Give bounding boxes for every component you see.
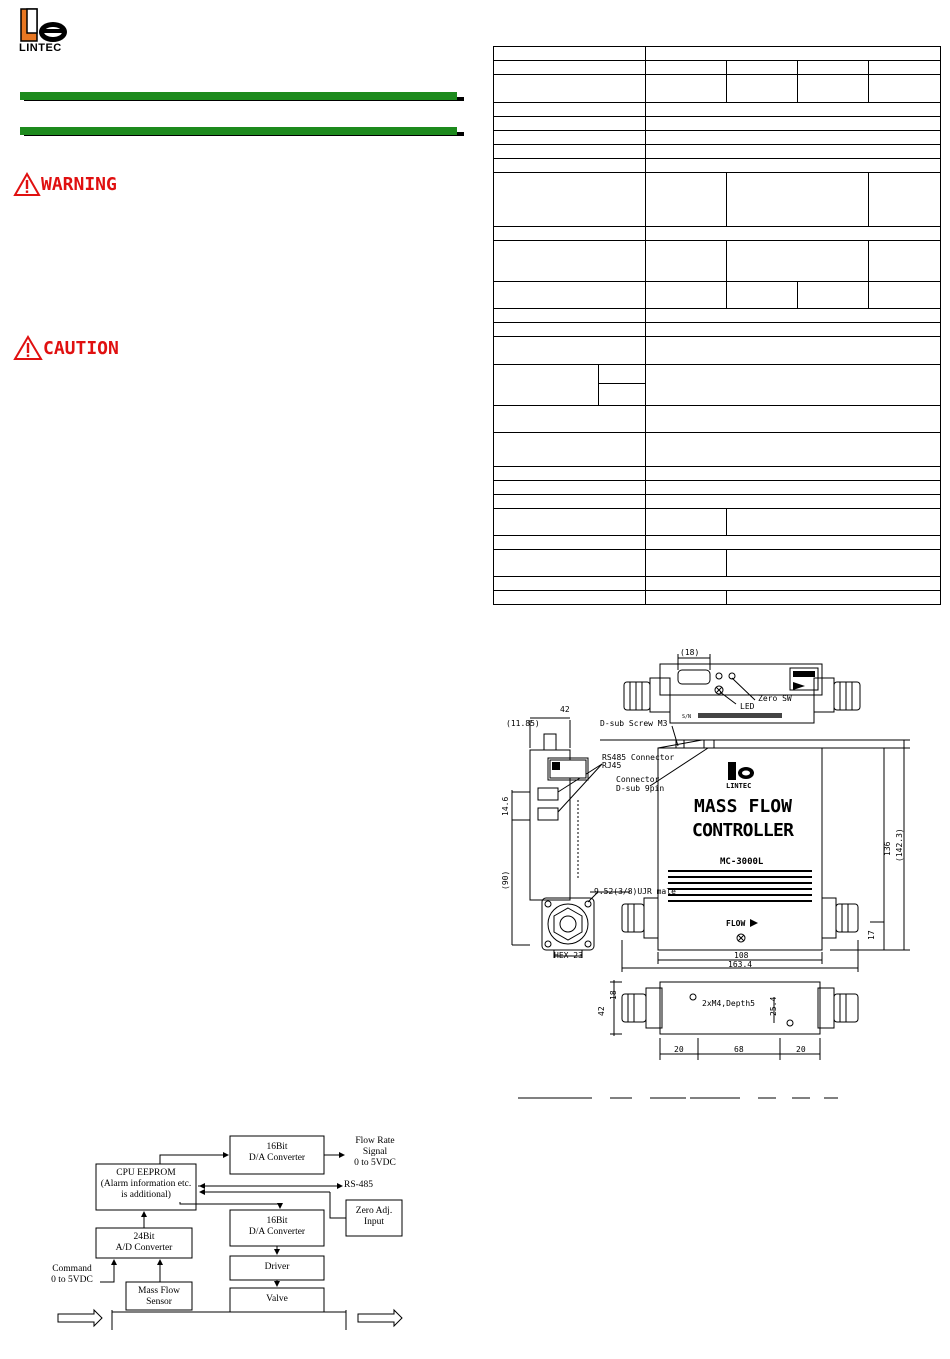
rs485-label: RS-485 [344, 1180, 374, 1190]
table-row [494, 309, 941, 323]
flow-label: FLOW [726, 919, 746, 928]
table-row [494, 481, 941, 495]
table-row [494, 131, 941, 145]
zero-sw-label: Zero SW [758, 694, 792, 703]
caution-triangle-icon [13, 335, 43, 361]
table-row [494, 103, 941, 117]
table-row [494, 145, 941, 159]
flow-rate-signal-label [342, 1136, 408, 1169]
dim-90: (90) [501, 870, 510, 890]
da-top-line1: 16Bit [266, 1142, 288, 1152]
warning-heading [13, 172, 117, 197]
table-row [494, 159, 941, 173]
command-label [40, 1264, 104, 1286]
rj45-label: RJ45 [602, 761, 622, 770]
heading-bar-2 [20, 127, 457, 135]
command-line2: 0 to 5VDC [51, 1275, 93, 1285]
table-row [494, 406, 941, 433]
table-row [494, 536, 941, 550]
table-row [494, 117, 941, 131]
da-converter-mid-block [230, 1216, 324, 1238]
cpu-line2: (Alarm information etc. [100, 1179, 192, 1189]
table-row [494, 241, 941, 282]
dim-1185: (11.85) [506, 719, 540, 728]
da-mid-line1: 16Bit [266, 1216, 288, 1226]
flow-signal-line1: Flow Rate [355, 1136, 395, 1146]
product-line-1: MASS FLOW [694, 796, 792, 817]
sensor-line2: Sensor [146, 1297, 172, 1307]
mass-flow-sensor-block [126, 1286, 192, 1308]
table-row [494, 467, 941, 481]
command-line1: Command [52, 1264, 92, 1274]
warning-label: WARNING [41, 174, 117, 195]
flow-arrow-icon [750, 919, 758, 927]
table-row [494, 282, 941, 309]
valve-block: Valve [266, 1294, 288, 1304]
dim-42-left: 42 [597, 1006, 606, 1016]
dim-1634: 163.4 [728, 960, 753, 969]
dim-17: 17 [867, 930, 876, 940]
hex-label: HEX-23 [554, 951, 583, 960]
table-row [494, 577, 941, 591]
led-label: LED [740, 702, 755, 711]
zero-line2: Input [363, 1217, 385, 1227]
dsub-9pin-label: D-sub 9pin [616, 784, 665, 793]
dim-1423: (142.3) [895, 828, 904, 862]
flow-signal-line2: Signal [362, 1147, 388, 1157]
flow-signal-line3: 0 to 5VDC [354, 1158, 396, 1168]
table-row [494, 61, 941, 75]
dim-68: 68 [734, 1045, 744, 1054]
dim-20-a: 20 [674, 1045, 684, 1054]
ad-line1: 24Bit [133, 1232, 155, 1242]
cpu-line3: is additional) [121, 1190, 171, 1200]
dim-254: 25.4 [769, 996, 778, 1016]
dsub-screw-label: D-sub Screw M3 [600, 719, 668, 728]
ad-converter-block [96, 1232, 192, 1254]
product-logo-text: LINTEC [726, 782, 752, 790]
table-row [494, 365, 941, 384]
product-line-2: CONTROLLER [692, 820, 794, 841]
table-row [494, 509, 941, 536]
product-logo-mark [728, 762, 754, 780]
zero-adj-input-block [346, 1206, 402, 1228]
table-row [494, 495, 941, 509]
dim-146: 14.6 [501, 796, 510, 816]
dim-18-left: 18 [609, 990, 618, 1000]
table-row [494, 433, 941, 467]
block-diagram [40, 1130, 410, 1330]
model-label: MC-3000L [720, 857, 764, 867]
table-row [494, 75, 941, 103]
table-row [494, 337, 941, 365]
caution-heading [13, 335, 119, 361]
mount-holes-label: 2xM4,Depth5 [702, 999, 755, 1008]
cpu-line1: CPU EEPROM [116, 1168, 176, 1178]
table-row [494, 323, 941, 337]
bottom-view-body [660, 982, 820, 1034]
dim-20-b: 20 [796, 1045, 806, 1054]
da-mid-line2: D/A Converter [248, 1227, 306, 1237]
table-row [494, 591, 941, 605]
da-converter-top-block [230, 1142, 324, 1164]
dim-18: (18) [680, 648, 700, 657]
rs485-connector-label: RS485 Connector [602, 753, 675, 762]
connector-label: Connector [616, 775, 660, 784]
driver-block: Driver [264, 1262, 290, 1272]
ad-line2: A/D Converter [115, 1243, 173, 1253]
warning-triangle-icon [13, 172, 41, 197]
sn-label-top: S/N [682, 714, 692, 720]
heading-bar-1 [20, 92, 457, 100]
dim-136: 136 [883, 841, 892, 856]
table-row [494, 550, 941, 577]
da-top-line2: D/A Converter [248, 1153, 306, 1163]
table-row [494, 47, 941, 61]
lintec-logo [17, 8, 71, 54]
logo-text: LINTEC [19, 42, 62, 54]
table-row [494, 173, 941, 227]
dsub-connector-outline [678, 670, 710, 684]
fitting-label: 9.52(3/8)UJR male [594, 887, 676, 896]
spec-table [493, 46, 941, 605]
dimension-drawing [490, 640, 940, 1070]
dim-108: 108 [734, 951, 749, 960]
cpu-eeprom-block [96, 1168, 196, 1201]
lintec-logo-mark [17, 8, 71, 44]
underline-segments [518, 1096, 848, 1100]
caution-label: CAUTION [43, 337, 119, 359]
table-row [494, 227, 941, 241]
dim-42-top: 42 [560, 705, 570, 714]
sensor-line1: Mass Flow [138, 1286, 180, 1296]
zero-line1: Zero Adj. [355, 1206, 393, 1216]
